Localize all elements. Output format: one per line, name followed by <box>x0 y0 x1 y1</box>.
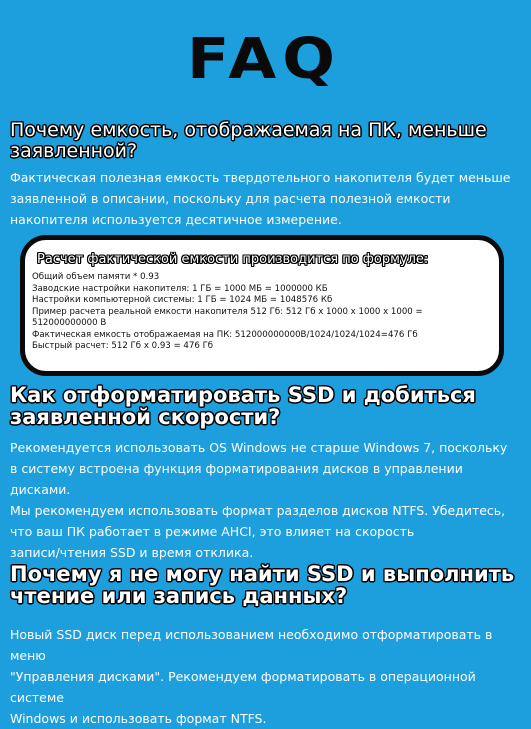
formula-line: Общий объем памяти * 0.93 <box>32 272 160 282</box>
answer-line: Windows и использовать формат NTFS. <box>10 711 267 726</box>
answer-line: Новый SSD диск перед использованием необходимо отформатировать в меню <box>10 627 493 663</box>
formula-lines <box>32 272 492 353</box>
faq-logo: FAQ <box>187 25 341 92</box>
answer-line: Мы рекомендуем использовать формат разделов дисков NTFS. Убедитесь, <box>10 503 506 518</box>
answer-line: заявленной в описании, поскольку для расчета полезной емкости <box>10 191 451 206</box>
faq-question-capacity: Почему емкость, отображаемая на ПК, меньше заявленной? <box>10 119 487 162</box>
formula-line: Заводские настройки накопителя: 1 ГБ = 1000 МБ = 1000000 КБ <box>32 283 328 294</box>
formula-line: Фактическая емкость отображаемая на ПК: 512000000000B/1024/1024/1024=476 Гб <box>32 329 418 340</box>
answer-line: дисками. <box>10 482 71 497</box>
formula-heading: Расчет фактической емкости производится по формуле: <box>37 252 429 267</box>
answer-line: записи/чтения SSD и время отклика. <box>10 545 254 560</box>
formula-line: Настройки компьютерной системы: 1 ГБ = 1024 МБ = 1048576 Кб <box>32 295 333 305</box>
faq-question-format-ssd: Как отформатировать SSD и добиться заявленной скорости? <box>10 383 476 429</box>
faq-question-ssd-not-found: Почему я не могу найти SSD и выполнить чтение или запись данных? <box>10 562 515 608</box>
answer-line: "Управления дисками". Рекомендуем форматировать в операционной системе <box>10 669 476 705</box>
formula-box <box>20 235 504 376</box>
formula-line: Быстрый расчет: 512 Гб x 0.93 = 476 Гб <box>32 341 214 351</box>
formula-line: Пример расчета реальной емкости накопителя 512 Гб: 512 Гб x 1000 x 1000 x 1000 = <box>32 306 423 317</box>
formula-line: 512000000000 B <box>32 318 107 328</box>
answer-line: Рекомендуется использовать OS Windows не старше Windows 7, поскольку <box>10 440 508 455</box>
answer-line: Фактическая полезная емкость твердотельного накопителя будет меньше <box>10 170 511 185</box>
faq-answer-capacity <box>10 167 520 230</box>
faq-answer-ssd-not-found <box>10 624 520 729</box>
answer-line: накопителя используется десятичное измерение. <box>10 212 342 227</box>
faq-answer-format-ssd <box>10 437 520 563</box>
answer-line: в систему встроена функция форматирования дисков в управлении <box>10 461 463 476</box>
answer-line: что ваш ПК работает в режиме AHCI, это влияет на скорость <box>10 524 415 539</box>
